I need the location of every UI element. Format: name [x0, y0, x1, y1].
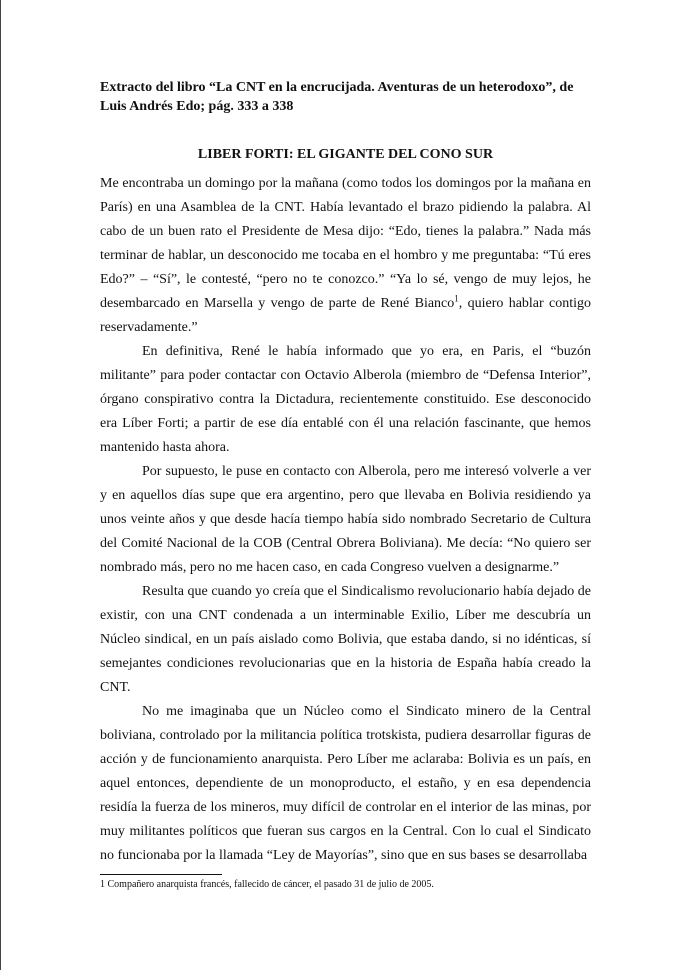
paragraph-4: Resulta que cuando yo creía que el Sindicalismo revolucionario había dejado de existir, con una CNT condenada a un interminable Exilio, Líber me descubría un Núcleo sindical, en un país aislado como Bolivia, que estaba dando, si no idénticas, sí semejantes condiciones revolucionarias que en la historia de España había creado la CNT.	[100, 584, 591, 695]
paragraph-2: En definitiva, René le había informado que yo era, en Paris, el “buzón militante” para poder contactar con Octavio Alberola (miembro de “Defensa Interior”, órgano conspirativo contra la Dictadura, recientemente constituido. Ese desconocido era Líber Forti; a partir de ese día entablé con él una relación fascinante, que hemos mantenido hasta ahora.	[100, 344, 591, 455]
document-body	[100, 172, 591, 868]
chapter-title: LIBER FORTI: EL GIGANTE DEL CONO SUR	[197, 147, 494, 162]
footnote-divider	[100, 874, 222, 875]
paragraph-5: No me imaginaba que un Núcleo como el Sindicato minero de la Central boliviana, controlado por la militancia política trotskista, pudiera desarrollar figuras de acción y de funcionamiento anarquista. Pero Líber me aclaraba: Bolivia es un país, en aquel entonces, dependiente de un monoproducto, el estaño, y en esa dependencia residía la fuerza de los mineros, muy difícil de controlar en el interior de las minas, por muy militantes políticos que fueran sus cargos en la Central. Con lo cual el Sindicato no funcionaba por la llamada “Ley de Mayorías”, sino que en sus bases se desarrollaba	[100, 704, 591, 863]
paragraph-1-text-b: , quiero hablar contigo reservadamente.”	[100, 296, 591, 335]
paragraph-1	[100, 172, 591, 340]
footnote-1: 1 Compañero anarquista francés, fallecido de cáncer, el pasado 31 de julio de 2005.	[100, 879, 434, 890]
page-edge	[0, 0, 1, 970]
source-header: Extracto del libro “La CNT en la encrucijada. Aventuras de un heterodoxo”, de Luis Andrés Edo; pág. 333 a 338	[100, 80, 574, 114]
footnote-ref-1[interactable]: 1	[454, 293, 459, 304]
paragraph-1-text-a: Me encontraba un domingo por la mañana (como todos los domingos por la mañana en París) en una Asamblea de la CNT. Había levantado el brazo pidiendo la palabra. Al cabo de un buen rato el Presidente de Mesa dijo: “Edo, tienes la palabra.” Nada más terminar de hablar, un desconocido me tocaba en el hombro y me preguntaba: “Tú eres Edo?” – “Sí”, le contesté, “pero no te conozco.” “Ya lo sé, vengo de muy lejos, he desembarcado en Marsella y vengo de parte de René Bianco	[100, 176, 591, 311]
document-page	[100, 78, 591, 868]
paragraph-3: Por supuesto, le puse en contacto con Alberola, pero me interesó volverle a ver y en aquellos días supe que era argentino, pero que llevaba en Bolivia residiendo ya unos veinte años y que desde hacía tiempo había sido nombrado Secretario de Cultura del Comité Nacional de la COB (Central Obrera Boliviana). Me decía: “No quiero ser nombrado más, pero no me hacen caso, en cada Congreso vuelven a designarme.”	[100, 464, 591, 575]
